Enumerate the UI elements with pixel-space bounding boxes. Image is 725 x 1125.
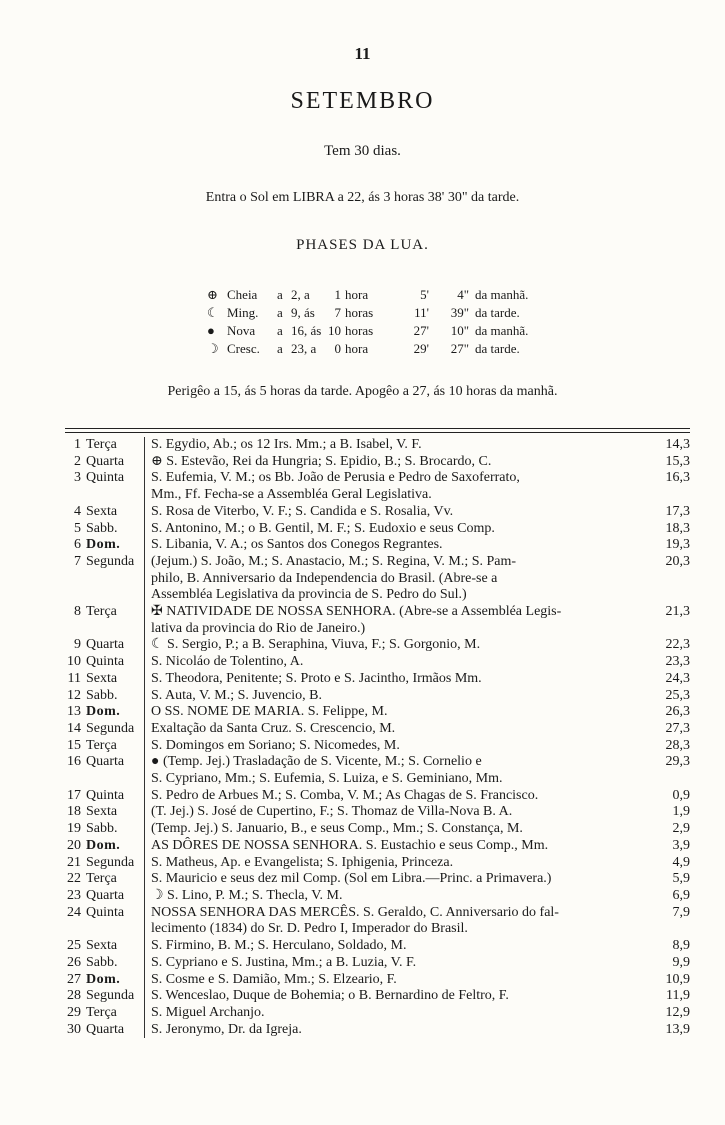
phases-title: PHASES DA LUA. bbox=[296, 237, 429, 253]
saints-description: NOSSA SENHORA DAS MERCÊS. S. Geraldo, C. Anniversario do fal- lecimento (1834) do Sr. D. Pedro I, Imperador do Brasil. bbox=[151, 904, 559, 937]
day-number: 3 bbox=[74, 470, 81, 486]
calendar-table bbox=[65, 437, 690, 1038]
day-number: 13 bbox=[67, 704, 81, 720]
calendar-row bbox=[65, 754, 690, 787]
saints-description: S. Jeronymo, Dr. da Igreja. bbox=[151, 1021, 302, 1037]
moon-age: 16,3 bbox=[665, 470, 690, 486]
weekday: Sexta bbox=[81, 671, 145, 688]
phase-row-full: ⊕ Cheia a 2, a 1 hora 5' 4" da manhã. bbox=[207, 287, 529, 302]
weekday: Terça bbox=[81, 604, 145, 637]
saints-description: S. Cosme e S. Damião, Mm.; S. Elzeario, F. bbox=[151, 971, 397, 987]
day-number: 21 bbox=[67, 854, 81, 870]
saints-description: S. Pedro de Arbues M.; S. Comba, V. M.; As Chagas de S. Francisco. bbox=[151, 787, 539, 803]
saints-description: S. Domingos em Soriano; S. Nicomedes, M. bbox=[151, 737, 400, 753]
saints-description: S. Rosa de Viterbo, V. F.; S. Candida e S. Rosalia, Vv. bbox=[151, 503, 454, 519]
top-rule-2 bbox=[65, 432, 690, 433]
day-number: 6 bbox=[74, 537, 81, 553]
calendar-row bbox=[65, 554, 690, 604]
saints-description: (Jejum.) S. João, M.; S. Anastacio, M.; S. Regina, V. M.; S. Pam- philo, B. Anniversario da Independencia do Brasil. (Abre-se a Assembléa Legislativa da provincia de S. Pedro do Sul.) bbox=[151, 553, 517, 603]
day-number: 8 bbox=[74, 604, 81, 620]
weekday: Sabb. bbox=[81, 521, 145, 538]
calendar-row bbox=[65, 504, 690, 521]
weekday: Quinta bbox=[81, 654, 145, 671]
weekday: Segunda bbox=[81, 855, 145, 872]
weekday: Quinta bbox=[81, 470, 145, 503]
moon-age: 10,9 bbox=[665, 971, 690, 987]
weekday: Segunda bbox=[81, 988, 145, 1005]
moon-age: 6,9 bbox=[672, 887, 690, 903]
calendar-row bbox=[65, 972, 690, 989]
calendar-row bbox=[65, 537, 690, 554]
saints-description: (Temp. Jej.) S. Januario, B., e seus Comp., Mm.; S. Constança, M. bbox=[151, 821, 523, 837]
day-number: 19 bbox=[67, 821, 81, 837]
day-number: 25 bbox=[67, 938, 81, 954]
moon-age: 3,9 bbox=[672, 837, 690, 853]
calendar-row bbox=[65, 804, 690, 821]
saints-description: S. Wenceslao, Duque de Bohemia; o B. Bernardino de Feltro, F. bbox=[151, 988, 509, 1004]
moon-age: 5,9 bbox=[672, 871, 690, 887]
perigee-apogee: Perigêo a 15, ás 5 horas da tarde. Apogêo a 27, ás 10 horas da manhã. bbox=[167, 384, 558, 399]
moon-age: 14,3 bbox=[665, 437, 690, 452]
saints-description: O SS. NOME DE MARIA. S. Felippe, M. bbox=[151, 704, 388, 720]
calendar-row bbox=[65, 704, 690, 721]
moon-age: 22,3 bbox=[665, 637, 690, 653]
saints-description: ⊕ S. Estevão, Rei da Hungria; S. Epidio, B.; S. Brocardo, C. bbox=[151, 453, 492, 469]
day-number: 20 bbox=[67, 837, 81, 853]
day-number: 30 bbox=[67, 1021, 81, 1037]
days-count: Tem 30 dias. bbox=[324, 143, 401, 159]
weekday: Terça bbox=[81, 437, 145, 454]
saints-description: S. Cypriano e S. Justina, Mm.; a B. Luzia, V. F. bbox=[151, 954, 417, 970]
moon-age: 29,3 bbox=[665, 754, 690, 770]
top-rule bbox=[65, 428, 690, 429]
saints-description: S. Matheus, Ap. e Evangelista; S. Iphigenia, Princeza. bbox=[151, 854, 454, 870]
day-number: 1 bbox=[74, 437, 81, 452]
weekday: Terça bbox=[81, 738, 145, 755]
saints-description: S. Nicoláo de Tolentino, A. bbox=[151, 654, 304, 670]
calendar-row bbox=[65, 654, 690, 671]
moon-age: 7,9 bbox=[672, 904, 690, 920]
weekday: Terça bbox=[81, 871, 145, 888]
day-number: 5 bbox=[74, 520, 81, 536]
day-number: 14 bbox=[67, 720, 81, 736]
saints-description: S. Miguel Archanjo. bbox=[151, 1004, 265, 1020]
calendar-row bbox=[65, 1022, 690, 1039]
day-number: 12 bbox=[67, 687, 81, 703]
moon-age: 18,3 bbox=[665, 520, 690, 536]
weekday: Dom. bbox=[81, 537, 145, 554]
weekday: Segunda bbox=[81, 554, 145, 604]
saints-description: S. Libania, V. A.; os Santos dos Conegos Regrantes. bbox=[151, 537, 443, 553]
calendar-row bbox=[65, 637, 690, 654]
day-number: 27 bbox=[67, 971, 81, 987]
saints-description: S. Theodora, Penitente; S. Proto e S. Jacintho, Irmãos Mm. bbox=[151, 670, 482, 686]
calendar-row bbox=[65, 871, 690, 888]
phase-row-new: ● Nova a 16, ás 10 horas 27' 10" da manhã. bbox=[207, 323, 529, 338]
saints-description: ☽ S. Lino, P. M.; S. Thecla, V. M. bbox=[151, 887, 343, 903]
calendar-row bbox=[65, 955, 690, 972]
moon-age: 25,3 bbox=[665, 687, 690, 703]
saints-description: AS DÔRES DE NOSSA SENHORA. S. Eustachio e seus Comp., Mm. bbox=[151, 837, 549, 853]
moon-age: 8,9 bbox=[672, 938, 690, 954]
moon-age: 26,3 bbox=[665, 704, 690, 720]
weekday: Quinta bbox=[81, 905, 145, 938]
day-number: 22 bbox=[67, 871, 81, 887]
day-number: 9 bbox=[74, 637, 81, 653]
weekday: Quarta bbox=[81, 754, 145, 787]
weekday: Sexta bbox=[81, 504, 145, 521]
moon-age: 11,9 bbox=[666, 988, 690, 1004]
moon-age: 20,3 bbox=[665, 553, 690, 569]
weekday: Sexta bbox=[81, 804, 145, 821]
calendar-row bbox=[65, 1005, 690, 1022]
saints-description: (T. Jej.) S. José de Cupertino, F.; S. Thomaz de Villa-Nova B. A. bbox=[151, 804, 513, 820]
calendar-row bbox=[65, 454, 690, 471]
day-number: 4 bbox=[74, 503, 81, 519]
moon-age: 0,9 bbox=[672, 787, 690, 803]
calendar-row bbox=[65, 437, 690, 454]
weekday: Terça bbox=[81, 1005, 145, 1022]
moon-age: 21,3 bbox=[665, 604, 690, 620]
day-number: 15 bbox=[67, 737, 81, 753]
weekday: Sabb. bbox=[81, 955, 145, 972]
moon-age: 13,9 bbox=[665, 1021, 690, 1037]
weekday: Quinta bbox=[81, 788, 145, 805]
saints-description: S. Auta, V. M.; S. Juvencio, B. bbox=[151, 687, 323, 703]
saints-description: S. Mauricio e seus dez mil Comp. (Sol em Libra.—Princ. a Primavera.) bbox=[151, 871, 552, 887]
calendar-row bbox=[65, 888, 690, 905]
calendar-row bbox=[65, 905, 690, 938]
page-number: 11 bbox=[354, 44, 371, 63]
weekday: Quarta bbox=[81, 637, 145, 654]
full-moon-icon: ⊕ bbox=[207, 287, 218, 302]
saints-description: ● (Temp. Jej.) Trasladação de S. Vicente, M.; S. Cornelio e S. Cypriano, Mm.; S. Eufemia, S. Luiza, e S. Geminiano, Mm. bbox=[151, 754, 503, 787]
calendar-row bbox=[65, 721, 690, 738]
waxing-moon-icon: ☽ bbox=[207, 341, 219, 356]
saints-description: S. Eufemia, V. M.; os Bb. João de Perusia e Pedro de Saxoferrato, Mm., Ff. Fecha-se a Assembléa Geral Legislativa. bbox=[151, 470, 520, 503]
day-number: 23 bbox=[67, 887, 81, 903]
moon-age: 4,9 bbox=[672, 854, 690, 870]
calendar-row bbox=[65, 821, 690, 838]
day-number: 18 bbox=[67, 804, 81, 820]
weekday: Segunda bbox=[81, 721, 145, 738]
day-number: 10 bbox=[67, 654, 81, 670]
calendar-row bbox=[65, 604, 690, 637]
moon-age: 27,3 bbox=[665, 720, 690, 736]
day-number: 28 bbox=[67, 988, 81, 1004]
day-number: 11 bbox=[67, 670, 81, 686]
day-number: 26 bbox=[67, 954, 81, 970]
phase-row-waning: ☾ Ming. a 9, ás 7 horas 11' 39" da tarde. bbox=[207, 305, 520, 320]
saints-description: S. Firmino, B. M.; S. Herculano, Soldado, M. bbox=[151, 938, 407, 954]
sun-entry: Entra o Sol em LIBRA a 22, ás 3 horas 38' 30" da tarde. bbox=[205, 190, 520, 205]
day-number: 17 bbox=[67, 787, 81, 803]
weekday: Dom. bbox=[81, 838, 145, 855]
calendar-row bbox=[65, 688, 690, 705]
calendar-row bbox=[65, 521, 690, 538]
calendar-row bbox=[65, 938, 690, 955]
weekday: Quarta bbox=[81, 454, 145, 471]
weekday: Sabb. bbox=[81, 821, 145, 838]
saints-description: Exaltação da Santa Cruz. S. Crescencio, M. bbox=[151, 720, 396, 736]
moon-age: 23,3 bbox=[665, 654, 690, 670]
day-number: 2 bbox=[74, 453, 81, 469]
day-number: 7 bbox=[74, 553, 81, 569]
calendar-row bbox=[65, 738, 690, 755]
moon-age: 1,9 bbox=[672, 804, 690, 820]
weekday: Sexta bbox=[81, 938, 145, 955]
moon-phases-table bbox=[207, 286, 528, 358]
calendar-row bbox=[65, 838, 690, 855]
weekday: Quarta bbox=[81, 888, 145, 905]
calendar-row bbox=[65, 855, 690, 872]
moon-age: 15,3 bbox=[665, 453, 690, 469]
weekday: Quarta bbox=[81, 1022, 145, 1039]
weekday: Dom. bbox=[81, 704, 145, 721]
moon-age: 9,9 bbox=[672, 954, 690, 970]
calendar-row bbox=[65, 788, 690, 805]
calendar-row bbox=[65, 470, 690, 503]
moon-age: 28,3 bbox=[665, 737, 690, 753]
moon-age: 12,9 bbox=[665, 1004, 690, 1020]
day-number: 16 bbox=[67, 754, 81, 770]
moon-age: 24,3 bbox=[665, 670, 690, 686]
saints-description: S. Antonino, M.; o B. Gentil, M. F.; S. Eudoxio e seus Comp. bbox=[151, 520, 495, 536]
saints-description: ✠ NATIVIDADE DE NOSSA SENHORA. (Abre-se a Assembléa Legis- lativa da provincia do Rio de Janeiro.) bbox=[151, 604, 562, 636]
moon-age: 2,9 bbox=[672, 821, 690, 837]
waning-moon-icon: ☾ bbox=[207, 305, 219, 320]
weekday: Dom. bbox=[81, 972, 145, 989]
saints-description: ☾ S. Sergio, P.; a B. Seraphina, Viuva, F.; S. Gorgonio, M. bbox=[151, 637, 481, 653]
calendar-row bbox=[65, 988, 690, 1005]
moon-age: 19,3 bbox=[665, 537, 690, 553]
day-number: 29 bbox=[67, 1004, 81, 1020]
weekday: Sabb. bbox=[81, 688, 145, 705]
new-moon-icon: ● bbox=[207, 323, 215, 338]
phase-row-waxing: ☽ Cresc. a 23, a 0 hora 29' 27" da tarde. bbox=[207, 341, 520, 356]
saints-description: S. Egydio, Ab.; os 12 Irs. Mm.; a B. Isabel, V. F. bbox=[151, 437, 422, 452]
day-number: 24 bbox=[67, 904, 81, 920]
calendar-row bbox=[65, 671, 690, 688]
month-title: SETEMBRO bbox=[290, 88, 435, 114]
moon-age: 17,3 bbox=[665, 503, 690, 519]
